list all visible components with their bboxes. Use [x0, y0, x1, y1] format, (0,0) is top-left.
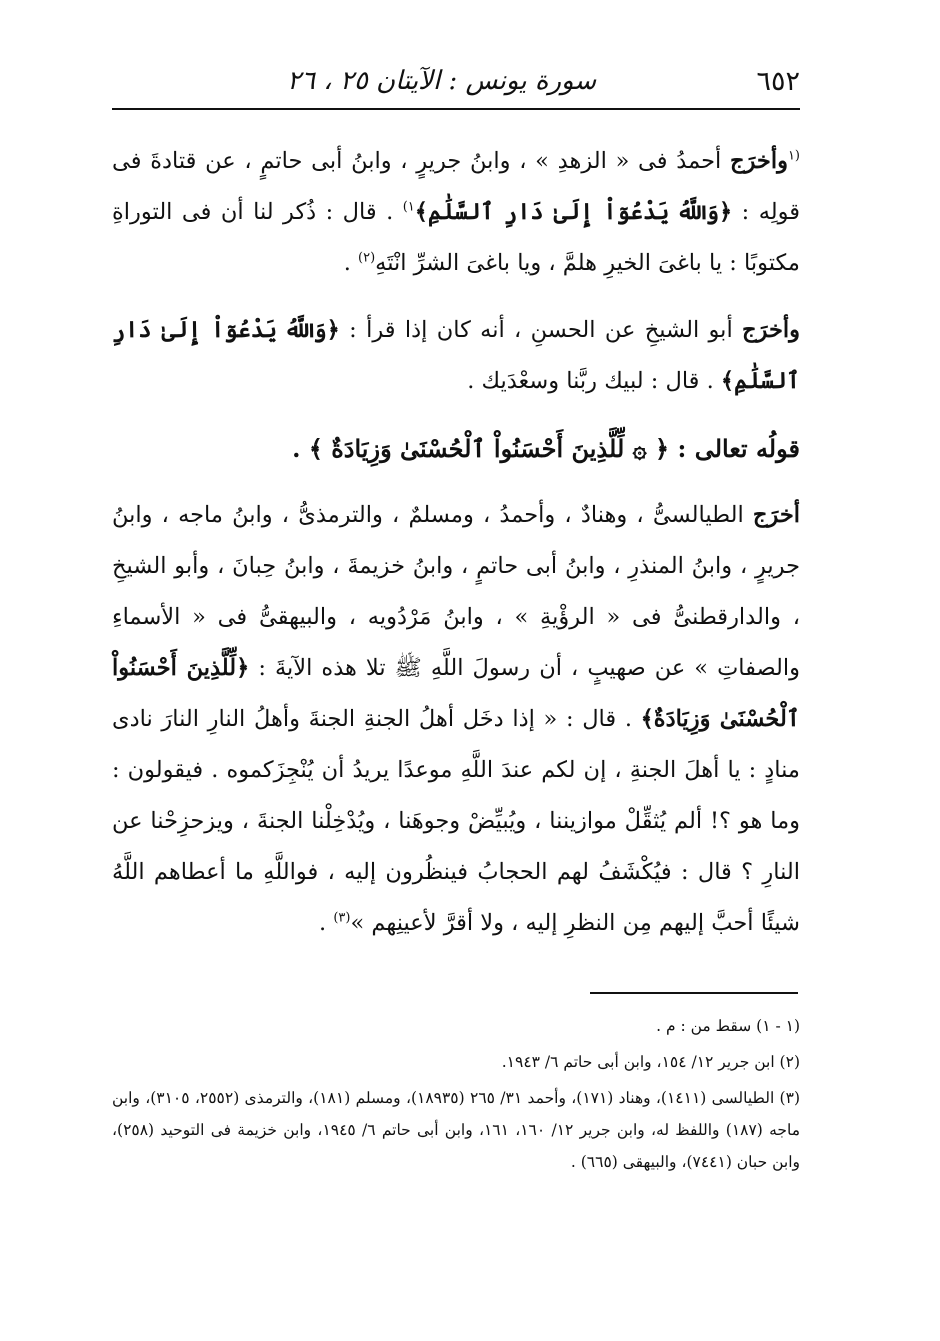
quran-verse: ﴿ ۞ لِّلَّذِينَ أَحْسَنُواْ ٱلْحُسْنَىٰ وَزِيَادَةٌ ﴾: [308, 434, 670, 463]
paragraph-lead: وأخرَج: [729, 148, 788, 174]
paragraph-text: الطيالسىُّ ، وهنادٌ ، وأحمدُ ، ومسلمٌ ، والترمذىُّ ، وابنُ ماجه ، وابنُ جريرٍ ، وابنُ المنذرِ ، وابنُ أبى حاتمٍ ، وابنُ خزيمةَ ، وابنُ حِبانَ ، وأبو الشيخِ ، والدارقطنىُّ فى « الرؤْيةِ » ، وابنُ مَرْدُويه ، والبيهقىُّ فى « الأسماءِ والصفاتِ » عن صهيبٍ ، أن رسولَ اللَّهِ ﷺ تلا هذه الآيةَ :: [112, 502, 800, 681]
paragraph-text-continued: . قال : لبيك ربَّنا وسعْدَيك .: [467, 368, 721, 394]
header-rule: [112, 108, 800, 110]
page-number: ٦٥٢: [756, 65, 800, 97]
paragraph-text: أبو الشيخِ عن الحسنِ ، أنه كان إذا قرأ :: [339, 317, 743, 343]
paragraph-hasan: [112, 305, 800, 407]
quran-verse: ﴿وَاللَّهُ يَدْعُوٓاْ إِلَىٰ دَارِ ٱلسَّلَٰمِ﴾: [414, 199, 733, 225]
paragraph-text-continued: . قال : « إذا دخَل أهلُ الجنةِ الجنةَ وأهلُ النارِ النارَ نادى منادٍ : يا أهلَ الجنةِ ، إن لكم عندَ اللَّهِ موعدًا يريدُ أن يُنْجِزَكموه . فيقولون : وما هو ؟! ألم يُثقِّلْ موازيننا ، ويُبيِّضْ وجوهَنا ، ويُدْخِلْنا الجنةَ ، ويزحزِحْنا عن النارِ ؟ قال : فيُكْشَفُ لهم الحجابُ فينظُرون إليه ، فواللَّهِ ما أعطاهم اللَّهُ شيئًا أحبَّ إليهم مِن النظرِ إليه ، ولا أقرَّ لأعينِهم »: [112, 706, 800, 936]
verse-heading: [112, 423, 800, 474]
main-text: [112, 136, 800, 965]
footnote-marker-1-end: ١): [402, 199, 415, 215]
footnote-2: (٢) ابن جرير ١٢/ ١٥٤، وابن أبى حاتم ٦/ ١٩٤٣.: [501, 1053, 800, 1071]
paragraph-qatada: [112, 136, 800, 289]
paragraph-end: .: [343, 250, 359, 276]
footnote-3: (٣) الطيالسى (١٤١١)، وهناد (١٧١)، وأحمد ٣١/ ٢٦٥ (١٨٩٣٥)، ومسلم (١٨١)، والترمذى (٢٥٥٢، ٣١٠٥)، وابن ماجه (١٨٧) واللفظ له، وابن جرير ١٢/ ١٦٠، ١٦١، وابن أبى حاتم ٦/ ١٩٤٥، وابن خزيمة فى التوحيد (٢٥٨)، وابن حبان (٧٤٤١)، والبيهقى (٦٦٥) .: [112, 1089, 801, 1171]
footnote-1: (١ - ١) سقط من : م .: [656, 1017, 800, 1035]
quran-verse: ﴿وَاللَّهُ يَدْعُوٓاْ إِلَىٰ دَارِ ٱلسَّلَٰمِ﴾: [112, 317, 800, 394]
paragraph-text: أحمدُ فى « الزهدِ » ، وابنُ جريرٍ ، وابنُ أبى حاتمٍ ، عن قتادةَ فى قولِه :: [112, 148, 800, 225]
heading-end: .: [292, 434, 309, 463]
paragraph-text-continued: . قال : ذُكر لنا أن فى التوراةِ مكتوبًا : يا باغىَ الخيرِ هلمَّ ، ويا باغىَ الشرِّ انْتَهِ: [112, 199, 800, 276]
footnote-marker-1-start: (١: [787, 148, 800, 164]
running-title: سورة يونس : الآيتان ٢٥ ، ٢٦: [287, 66, 597, 96]
paragraph-end: .: [319, 910, 334, 936]
footnote-marker-3: (٣): [333, 910, 351, 926]
paragraph-lead: وأخرَج: [742, 317, 800, 343]
heading-lead: قولُه تعالى :: [669, 434, 800, 463]
footnote-marker-2: (٢): [358, 250, 376, 266]
paragraph-suhaib-hadith: [112, 490, 800, 949]
footnote-separator: [590, 992, 798, 994]
paragraph-lead: أخرَج: [752, 502, 800, 528]
page-header: [112, 56, 800, 106]
quran-verse: ﴿لِّلَّذِينَ أَحْسَنُواْ ٱلْحُسْنَىٰ وَزِيَادَةٌ﴾: [112, 655, 800, 732]
footnotes: [112, 1010, 800, 1182]
